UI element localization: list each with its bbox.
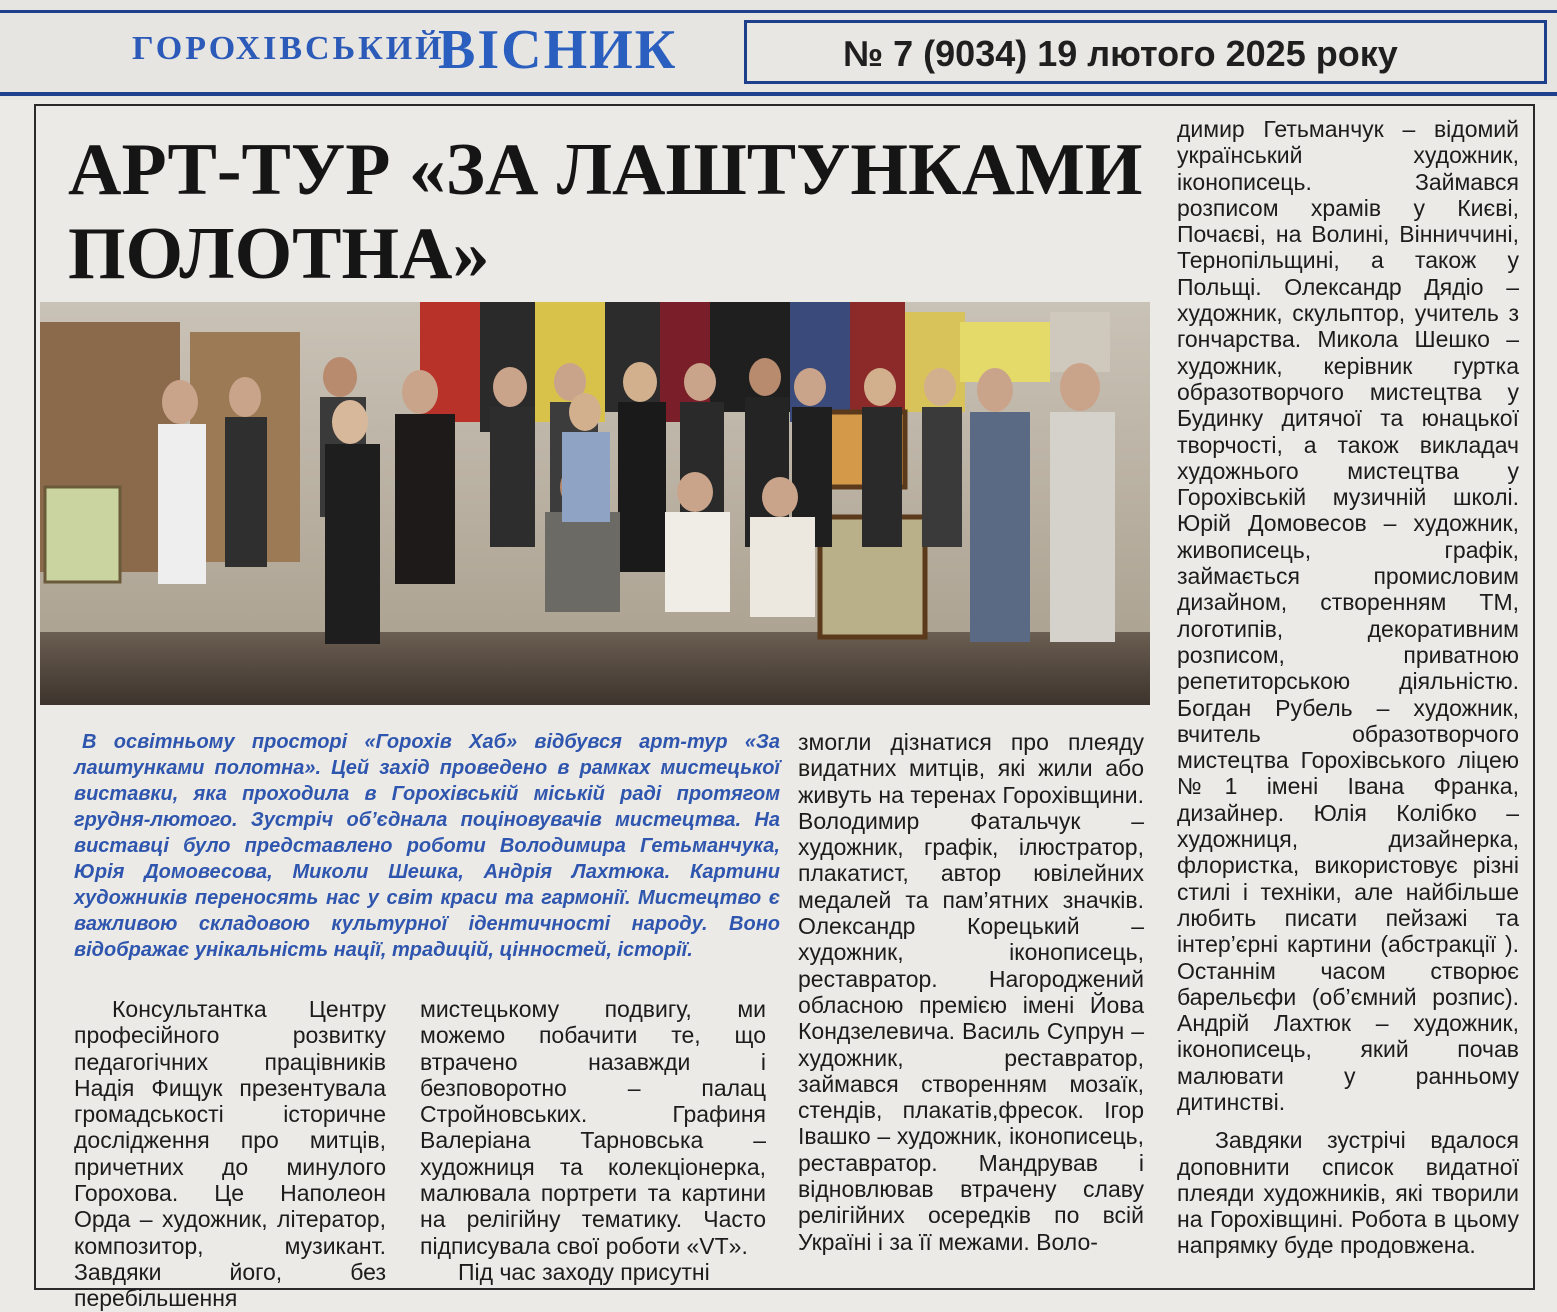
column-b-paragraph-1: мистецькому подвигу, ми можемо побачити те, що втрачено назавжди і безповоротно – палац Стройновських. Графиня Валеріана Тарновська – художниця та колекціонерка, малювала портрети та картини на релігійну тематику. Часто підписувала свої роботи «VT». [420,996,766,1259]
column-b [420,996,766,1285]
headline-line-2: ПОЛОТНА» [68,213,490,295]
column-c [798,729,1144,1255]
issue-box [744,20,1547,84]
column-a-text: Консультантка Центру професійного розвитку педагогічних працівників Надія Фищук презентувала громадськості історичне дослідження про митців, причетних до минулого Горохова. Це Наполеон Орда – художник, літератор, композитор, музикант. Завдяки його, без перебільшення [74,996,386,1312]
masthead [0,0,1557,100]
paper-name-small: ГОРОХІВСЬКИЙ [132,30,445,67]
masthead-top-rule [0,10,1557,13]
issue-line: № 7 (9034) 19 лютого 2025 року [843,33,1398,74]
column-d-paragraph-2: Завдяки зустрічі вдалося доповнити список видатної плеяди художників, які творили на Горохівщині. Робота в цьому напрямку буде продовжена. [1177,1127,1519,1259]
group-photo [40,302,1150,705]
column-c-text: змогли дізнатися про плеяду видатних митців, які жили або живуть на теренах Горохівщини. Володимир Фатальчук – художник, графік, ілюстратор, плакатист, автор ювілейних медалей та пам’ятних значків. Олександр Корецький – художник, іконописець, реставратор. Нагороджений обласною премією імені Йова Кондзелевича. Василь Супрун – художник, реставратор, займався створенням мозаїк, стендів, плакатів,фресок. Ігор Івашко – художник, іконописець, реставратор. Мандрував і відновлював втрачену славу релігійних осередків по всій Україні і за її межами. Воло- [798,729,1144,1255]
column-d-paragraph-1: димир Гетьманчук – відомий український художник, іконописець. Займався розписом храмів у Києві, Почаєві, на Волині, Вінниччині, Тернопільщині, а також у Польщі. Олександр Дядіо – художник, скульптор, учитель з гончарства. Микола Шешко – художник, керівник гуртка образотворчого мистецтва у Будинку дитячої та юнацької творчості, а також викладач художнього мистецтва у Горохівській музичній школі. Юрій Домовесов – художник, живописець, графік, займається промисловим дизайном, створенням ТМ, логотипів, декоративним розписом, приватною репетиторською діяльністю. Богдан Рубель – художник, вчитель образотворчого мистецтва Горохівського ліцею №1 імені Івана Франка, дизайнер. Юлія Колібко – художниця, дизайнерка, флористка, використовує різні стилі і техніки, але найбільше любить писати пейзажі та інтер’єрні картини (абстракції ). Останнім часом створює барельєфи (об’ємний розпис). Андрій Лахтюк – художник, іконописець, який почав малювати у ранньому дитинстві. [1177,116,1519,1115]
article-lead: В освітньому просторі «Горохів Хаб» відбувся арт-тур «За лаштунками полотна». Цей захід проведено в рамках мистецької виставки, яка проходила в Горохівській міській раді протягом грудня-лютого. Зустріч об’єднала поціновувачів мистецтва. На виставці було представлено роботи Володимира Гетьманчука, Юрія Домовесова, Миколи Шешка, Андрія Лахтюка. Картини художників переносять нас у світ краси та гармонії. Мистецтво є важливою складовою культурної ідентичності народу. Воно відображає унікальність нації, традицій, цінностей, історії. [74,731,780,961]
column-a [74,996,386,1312]
headline-line-1: АРТ-ТУР «ЗА ЛАШТУНКАМИ [68,129,1143,211]
paper-name-big: ВІСНИК [438,19,678,81]
article-headline [68,128,1168,296]
column-d [1177,116,1519,1259]
masthead-bottom-rule [0,92,1557,96]
group-photo-illustration [40,302,1150,705]
column-b-paragraph-2: Під час заходу присутні [458,1258,710,1285]
